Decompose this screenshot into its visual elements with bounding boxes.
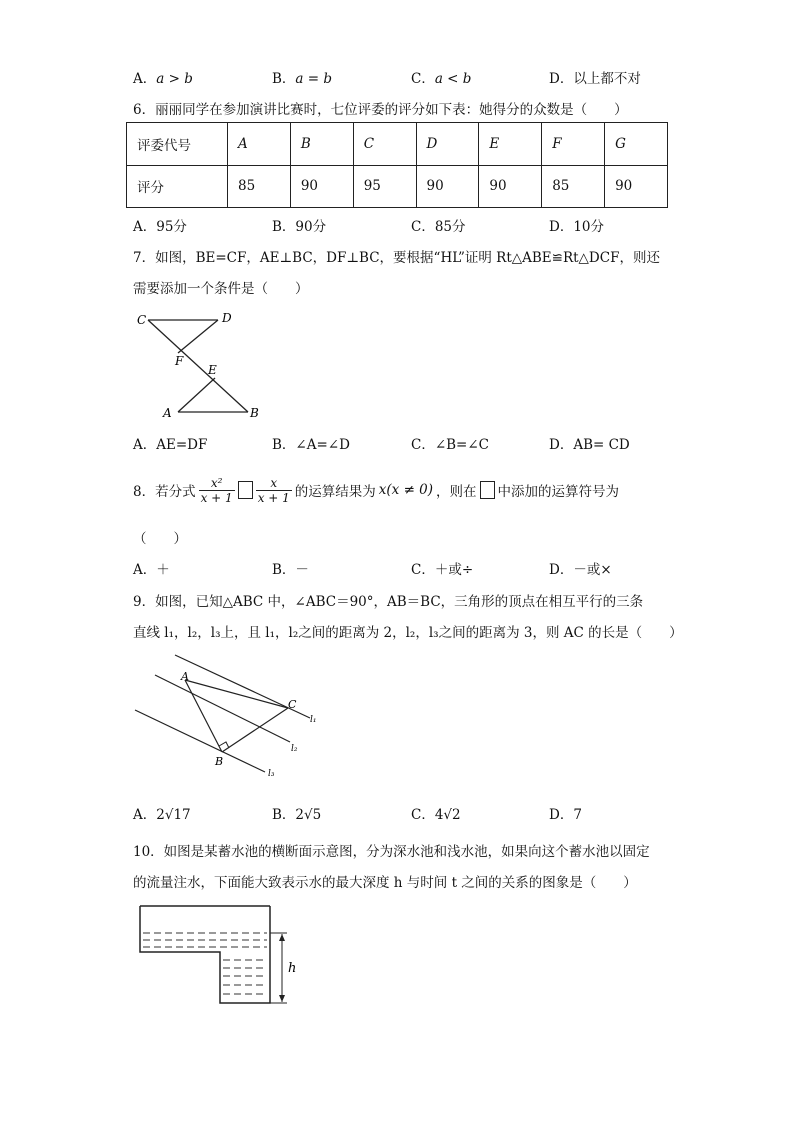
q9-label-l3: l₃ bbox=[268, 769, 275, 779]
q7-option-a: A．AE=DF bbox=[133, 437, 208, 453]
q10-stem-line2: 的流量注水，下面能大致表示水的最大深度 h 与时间 t 之间的关系的图象是（ ） bbox=[133, 875, 637, 891]
table-cell: D bbox=[416, 123, 479, 166]
q8-bracket: （ ） bbox=[133, 531, 187, 547]
q9-option-b: B．2√5 bbox=[272, 807, 322, 823]
q6-option-c: C．85分 bbox=[411, 219, 466, 235]
q7-option-d: D．AB= CD bbox=[549, 437, 630, 453]
q8-fraction-1: $\frac{\text{x²}}{x + 1}$ bbox=[200, 475, 233, 505]
table-cell: F bbox=[542, 123, 605, 166]
q9-label-l2: l₂ bbox=[291, 744, 298, 754]
q8-stem-mid2: ，则在 bbox=[436, 484, 477, 500]
q8-operator-box bbox=[238, 481, 253, 499]
q7-option-c: C．∠B=∠C bbox=[411, 437, 490, 453]
q8-result: x(x ≠ 0) bbox=[378, 482, 434, 498]
q5-option-d: D．以上都不对 bbox=[549, 71, 641, 87]
q9-label-b: B bbox=[215, 755, 224, 768]
q8-option-d: D．－或× bbox=[549, 562, 612, 578]
table-cell: 评分 bbox=[127, 165, 228, 208]
q7-label-a: A bbox=[163, 406, 172, 420]
table-cell: 90 bbox=[479, 165, 542, 208]
q8-option-b: B．－ bbox=[272, 562, 309, 578]
q7-option-b: B．∠A=∠D bbox=[272, 437, 350, 453]
table-cell: 90 bbox=[416, 165, 479, 208]
table-cell: 85 bbox=[542, 165, 605, 208]
q10-reservoir-figure bbox=[135, 900, 310, 1010]
q6-option-d: D．10分 bbox=[549, 219, 605, 235]
q8-option-a: A．＋ bbox=[133, 562, 170, 578]
table-cell: G bbox=[605, 123, 668, 166]
q8-stem-suffix: 中添加的运算符号为 bbox=[497, 484, 620, 500]
q7-label-c: C bbox=[137, 313, 147, 327]
table-cell: 95 bbox=[353, 165, 416, 208]
q8-fraction-2: $\frac{x}{x + 1}$ bbox=[257, 475, 290, 505]
q6-option-b: B．90分 bbox=[272, 219, 327, 235]
q6-score-table bbox=[126, 122, 668, 208]
q5-option-b: B．a = b bbox=[272, 71, 333, 87]
table-cell: 85 bbox=[228, 165, 291, 208]
q8-option-c: C．＋或÷ bbox=[411, 562, 474, 578]
q6-option-a: A．95分 bbox=[133, 219, 187, 235]
q10-stem-line1: 10．如图是某蓄水池的横断面示意图，分为深水池和浅水池，如果向这个蓄水池以固定 bbox=[133, 844, 650, 860]
q7-stem-line1: 7．如图，BE=CF，AE⊥BC，DF⊥BC，要根据“HL”证明 Rt△ABE≌Rt△DCF，则还 bbox=[133, 250, 660, 266]
q8-stem-mid: 的运算结果为 bbox=[294, 484, 376, 500]
q8-stem-prefix: 8．若分式 bbox=[133, 484, 196, 500]
table-cell: E bbox=[479, 123, 542, 166]
q7-label-d: D bbox=[222, 311, 232, 325]
q7-label-e: E bbox=[208, 363, 217, 377]
q9-label-l1: l₁ bbox=[310, 715, 317, 725]
table-cell: 90 bbox=[605, 165, 668, 208]
q7-figure bbox=[130, 305, 270, 425]
q9-label-c: C bbox=[288, 698, 297, 711]
q9-option-a: A．2√17 bbox=[133, 807, 191, 823]
table-cell: C bbox=[353, 123, 416, 166]
table-cell: 评委代号 bbox=[127, 123, 228, 166]
q8-operator-box-inline bbox=[480, 481, 495, 499]
q9-figure bbox=[130, 650, 330, 785]
q9-stem-line1: 9．如图，已知△ABC 中，∠ABC＝90°，AB＝BC，三角形的顶点在相互平行的三条 bbox=[133, 594, 644, 610]
q10-label-h: h bbox=[288, 961, 297, 976]
q9-label-a: A bbox=[181, 670, 189, 683]
q7-label-b: B bbox=[250, 406, 259, 420]
q7-label-f: F bbox=[175, 354, 184, 368]
table-row-scores bbox=[127, 165, 668, 208]
table-cell: B bbox=[290, 123, 353, 166]
table-cell: A bbox=[228, 123, 291, 166]
table-row-headers bbox=[127, 123, 668, 166]
table-cell: 90 bbox=[290, 165, 353, 208]
q7-stem-line2: 需要添加一个条件是（ ） bbox=[133, 281, 309, 297]
q8-stem bbox=[133, 470, 619, 510]
q9-stem-line2: 直线 l₁，l₂，l₃上，且 l₁，l₂之间的距离为 2，l₂，l₃之间的距离为 3，则 AC 的长是（ ） bbox=[133, 625, 683, 641]
q6-stem: 6．丽丽同学在参加演讲比赛时，七位评委的评分如下表：她得分的众数是（ ） bbox=[133, 102, 628, 118]
q9-option-d: D．7 bbox=[549, 807, 582, 823]
q9-option-c: C．4√2 bbox=[411, 807, 461, 823]
q5-option-a: A．a > b bbox=[133, 71, 193, 87]
q5-option-c: C．a < b bbox=[411, 71, 472, 87]
